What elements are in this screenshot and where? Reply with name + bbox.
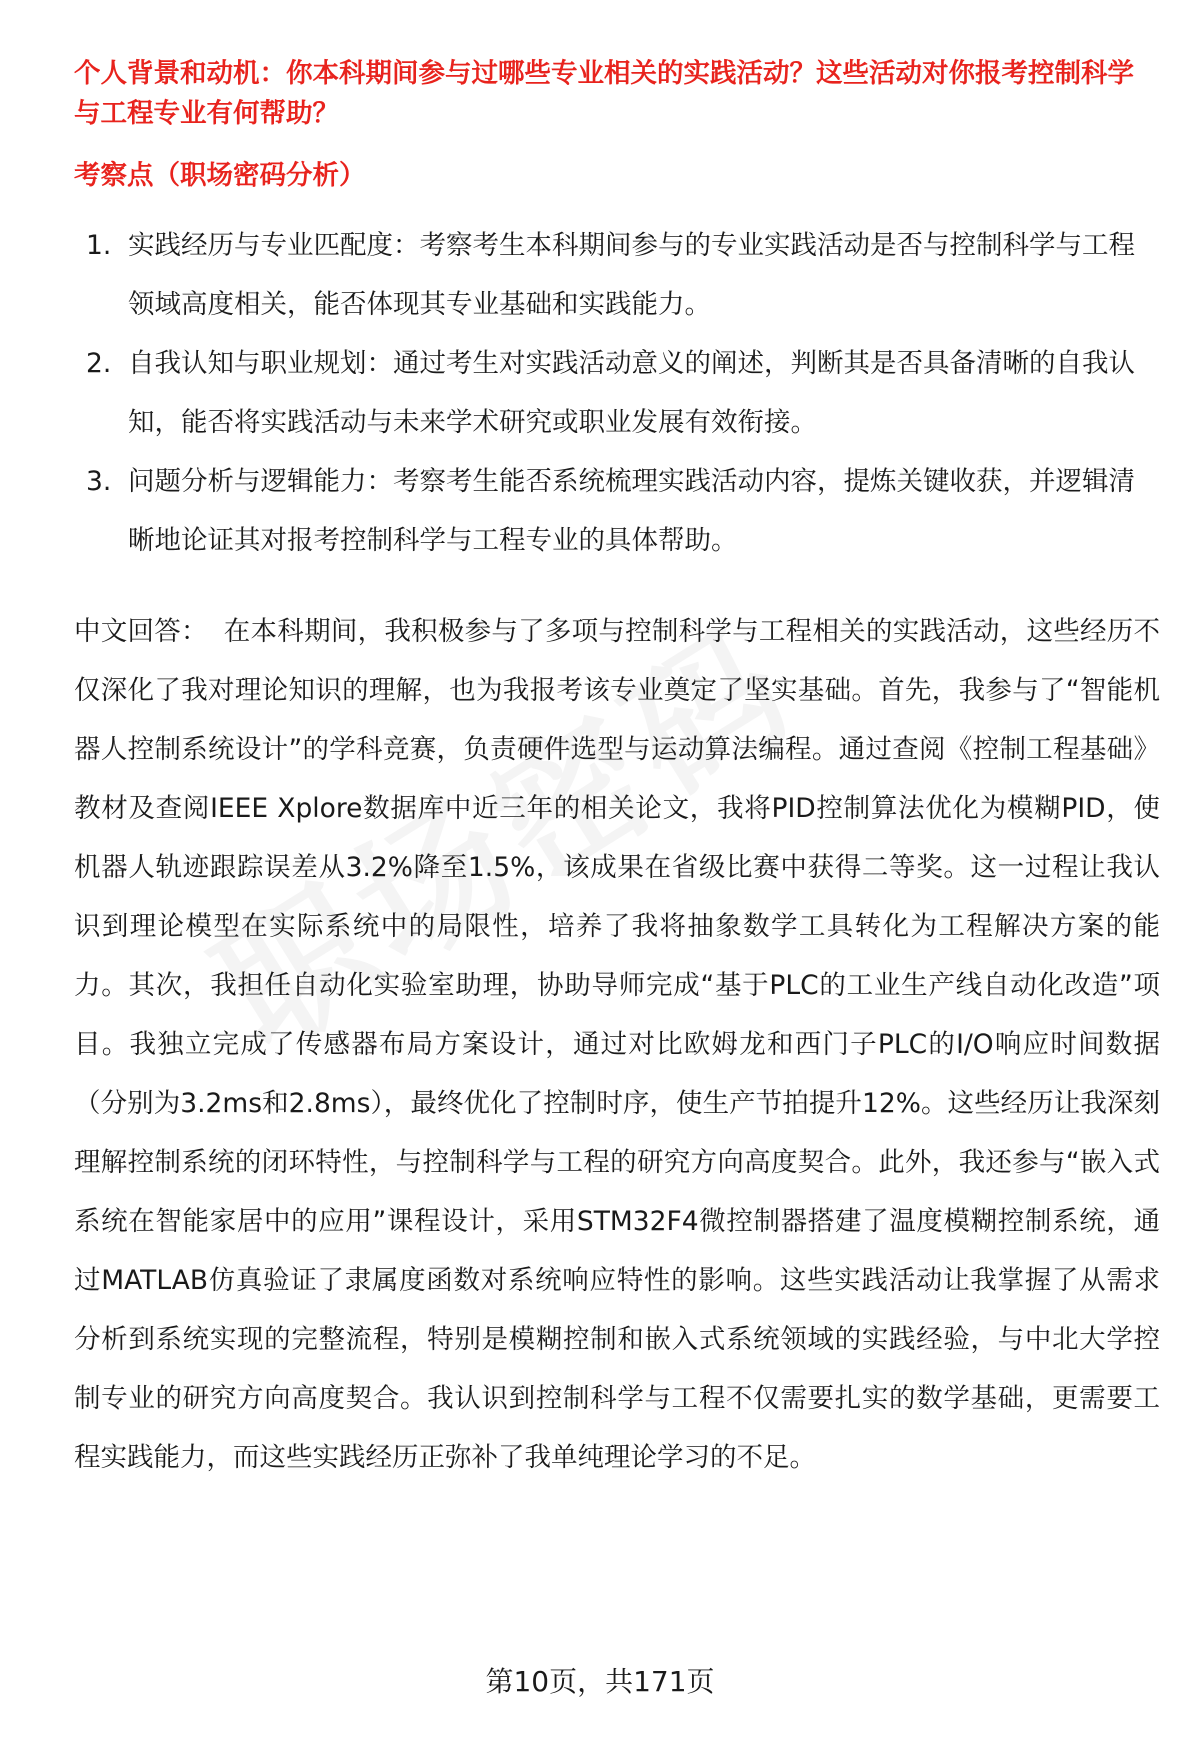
list-item-number: 1. [86, 230, 112, 261]
list-item [74, 216, 1160, 334]
document-page [74, 54, 1160, 1487]
list-item-text: 问题分析与逻辑能力：考察考生能否系统梳理实践活动内容，提炼关键收获，并逻辑清晰地论证其对报考控制科学与工程专业的具体帮助。 [128, 466, 1135, 556]
list-item [74, 452, 1160, 570]
answer-label: 中文回答： [74, 616, 208, 647]
answer-paragraph [74, 602, 1160, 1487]
list-item-number: 3. [86, 466, 112, 497]
list-item-text: 自我认知与职业规划：通过考生对实践活动意义的阐述，判断其是否具备清晰的自我认知，能否将实践活动与未来学术研究或职业发展有效衔接。 [128, 348, 1135, 438]
analysis-subheading: 考察点（职场密码分析） [74, 160, 366, 191]
list-item-text: 实践经历与专业匹配度：考察考生本科期间参与的专业实践活动是否与控制科学与工程领域高度相关，能否体现其专业基础和实践能力。 [128, 230, 1135, 320]
assessment-points-list [74, 216, 1160, 570]
page-number-footer: 第10页，共171页 [485, 1665, 715, 1698]
list-item [74, 334, 1160, 452]
list-item-number: 2. [86, 348, 112, 379]
answer-text: 在本科期间，我积极参与了多项与控制科学与工程相关的实践活动，这些经历不仅深化了我对理论知识的理解，也为我报考该专业奠定了坚实基础。首先，我参与了“智能机器人控制系统设计”的学科竞赛，负责硬件选型与运动算法编程。通过查阅《控制工程基础》教材及查阅IEEE Xplore数据库中近三年的相关论文，我将PID控制算法优化为模糊PID，使机器人轨迹跟踪误差从3.2%降至1.5%，该成果在省级比赛中获得二等奖。这一过程让我认识到理论模型在实际系统中的局限性，培养了我将抽象数学工具转化为工程解决方案的能力。其次，我担任自动化实验室助理，协助导师完成“基于PLC的工业生产线自动化改造”项目。我独立完成了传感器布局方案设计，通过对比欧姆龙和西门子PLC的I/O响应时间数据（分别为3.2ms和2.8ms），最终优化了控制时序，使生产节拍提升12%。这些经历让我深刻理解控制系统的闭环特性，与控制科学与工程的研究方向高度契合。此外，我还参与“嵌入式系统在智能家居中的应用”课程设计，采用STM32F4微控制器搭建了温度模糊控制系统，通过MATLAB仿真验证了隶属度函数对系统响应特性的影响。这些实践活动让我掌握了从需求分析到系统实现的完整流程，特别是模糊控制和嵌入式系统领域的实践经验，与中北大学控制专业的研究方向高度契合。我认识到控制科学与工程不仅需要扎实的数学基础，更需要工程实践能力，而这些实践经历正弥补了我单纯理论学习的不足。 [74, 616, 1161, 1473]
question-heading: 个人背景和动机：你本科期间参与过哪些专业相关的实践活动？这些活动对你报考控制科学与工程专业有何帮助？ [74, 58, 1134, 129]
